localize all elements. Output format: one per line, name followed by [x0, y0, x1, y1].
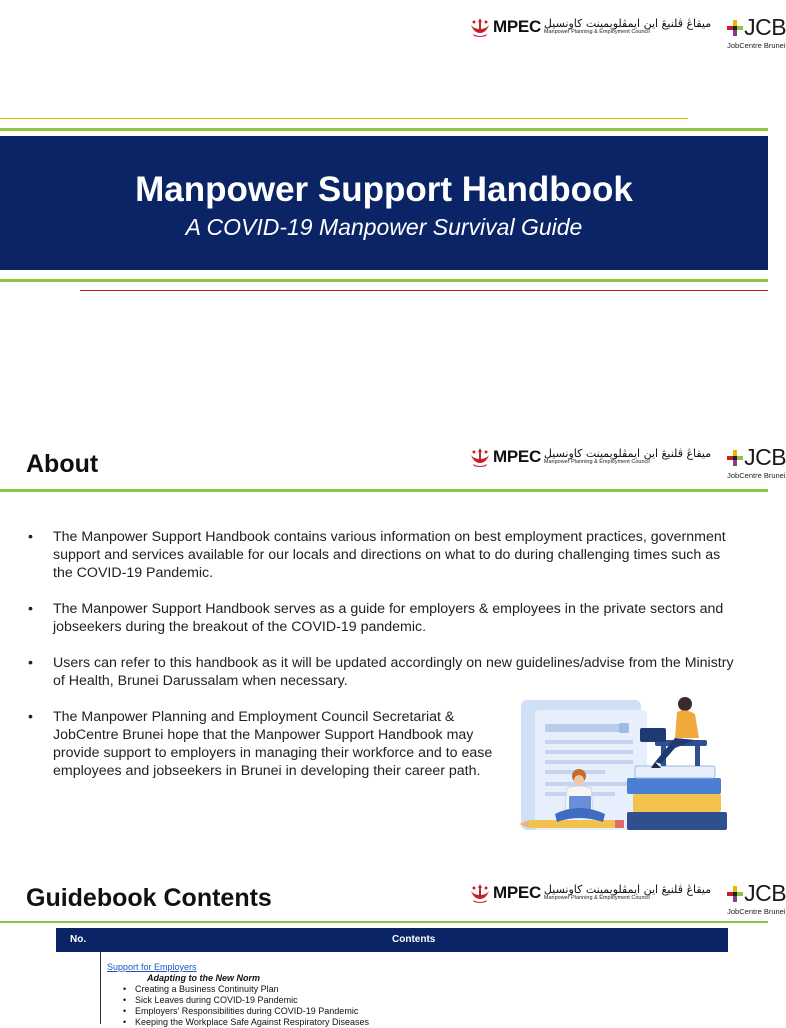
- bullet-dot: •: [28, 529, 33, 545]
- cover-banner: [0, 136, 768, 270]
- jcb-logo: [727, 16, 786, 50]
- column-no-header: No.: [70, 934, 87, 945]
- contents-list: [107, 962, 507, 1028]
- jcb-name: JCB: [744, 880, 786, 906]
- jcb-name: JCB: [744, 444, 786, 470]
- mpec-logo: [468, 16, 711, 38]
- logos-about: [468, 446, 786, 480]
- cover-subtitle: A COVID-19 Manpower Survival Guide: [185, 214, 583, 240]
- jcb-mark-icon: [727, 450, 743, 466]
- jcb-name: JCB: [744, 14, 786, 40]
- brunei-crest-icon: [468, 882, 492, 904]
- mpec-name: MPEC: [493, 17, 541, 36]
- brunei-crest-icon: [468, 16, 492, 38]
- mpec-arabic-name: ميقاڠ ڤلنيڠ اين ايمڤلويمينت كاونسيل: [543, 883, 712, 897]
- contents-divider: [0, 921, 768, 923]
- jcb-logo: [727, 446, 786, 480]
- about-bullet: [28, 528, 738, 582]
- column-contents-header: Contents: [392, 934, 436, 945]
- table-column-divider: [100, 952, 101, 1024]
- contents-table-header: [56, 928, 728, 952]
- logos-top: [468, 16, 786, 50]
- about-bullet-text: Users can refer to this handbook as it will be updated accordingly on new guidelines/advise from the Ministry of Health, Brunei Darussalam when necessary.: [53, 655, 734, 689]
- jcb-subtitle: JobCentre Brunei: [727, 471, 786, 480]
- cover-title: Manpower Support Handbook: [135, 170, 633, 209]
- bullet-dot: •: [28, 655, 33, 671]
- mpec-english-name: Manpower Planning & Employment Council: [543, 895, 650, 902]
- about-divider: [0, 489, 768, 492]
- bullet-dot: •: [28, 601, 33, 617]
- about-bullet-text: The Manpower Support Handbook serves as a guide for employers & employees in the private sectors and jobseekers during the breakout of the COVID-19 pandemic.: [53, 601, 724, 635]
- divider-gold: [0, 118, 688, 119]
- mpec-logo: [468, 882, 711, 904]
- mpec-logo: [468, 446, 711, 468]
- about-bullet-text: The Manpower Planning and Employment Council Secretariat & JobCentre Brunei hope that the Manpower Support Handbook may provide support to employers in managing their workforce and to ease employees and jobseekers in Brunei in developing their career path.: [53, 709, 493, 779]
- about-bullet: [28, 600, 738, 636]
- bullet-dot: •: [28, 709, 33, 725]
- mpec-english-name: Manpower Planning & Employment Council: [543, 29, 650, 36]
- list-item: • Sick Leaves during COVID-19 Pandemic: [135, 995, 507, 1006]
- study-illustration: [515, 690, 750, 840]
- mpec-name: MPEC: [493, 447, 541, 466]
- about-bullet: [28, 654, 738, 690]
- contents-heading: Guidebook Contents: [26, 884, 272, 912]
- about-heading: About: [26, 450, 99, 478]
- jcb-mark-icon: [727, 20, 743, 36]
- mpec-name: MPEC: [493, 883, 541, 902]
- list-item: • Employers' Responsibilities during COVID-19 Pandemic: [135, 1006, 507, 1017]
- about-bullet: [28, 708, 515, 780]
- about-bullet-text: The Manpower Support Handbook contains various information on best employment practices, government support and services available for our locals and directions on what to do during challenging times such as the COVID-19 Pandemic.: [53, 529, 726, 581]
- divider-green-bottom: [0, 279, 768, 282]
- jcb-subtitle: JobCentre Brunei: [727, 41, 786, 50]
- jcb-subtitle: JobCentre Brunei: [727, 907, 786, 916]
- list-item: • Creating a Business Continuity Plan: [135, 984, 507, 995]
- mpec-english-name: Manpower Planning & Employment Council: [543, 459, 650, 466]
- logos-contents: [468, 882, 786, 916]
- divider-red: [80, 290, 768, 291]
- divider-green: [0, 128, 768, 131]
- jcb-logo: [727, 882, 786, 916]
- brunei-crest-icon: [468, 446, 492, 468]
- list-item: • Keeping the Workplace Safe Against Respiratory Diseases: [135, 1017, 507, 1028]
- section-link-employers[interactable]: Support for Employers: [107, 962, 197, 972]
- mpec-arabic-name: ميقاڠ ڤلنيڠ اين ايمڤلويمينت كاونسيل: [543, 17, 712, 31]
- mpec-arabic-name: ميقاڠ ڤلنيڠ اين ايمڤلويمينت كاونسيل: [543, 447, 712, 461]
- jcb-mark-icon: [727, 886, 743, 902]
- subsection-title: Adapting to the New Norm: [147, 973, 260, 983]
